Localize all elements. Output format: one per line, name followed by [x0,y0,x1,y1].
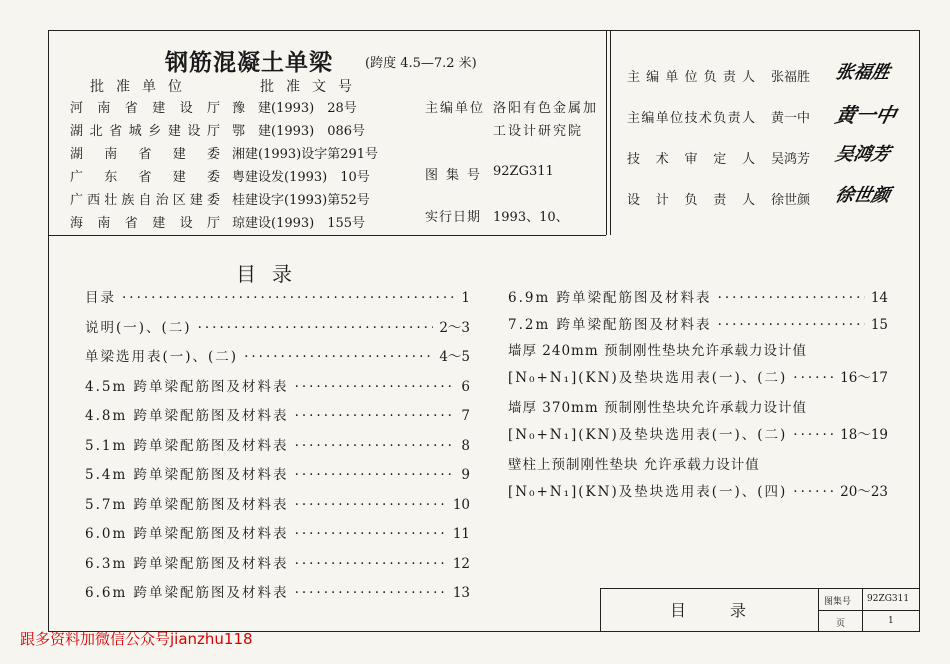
toc-title: 5.4m 跨单梁配筋图及材料表 [85,467,289,483]
toc-row [85,581,470,601]
titleblock-mid-rule [818,610,920,611]
titleblock-top-rule [600,588,920,589]
toc-page: 12 [452,555,470,572]
toc-leader [295,556,447,572]
toc-title: 5.1m 跨单梁配筋图及材料表 [85,437,289,454]
toc-page: 20～23 [840,484,888,500]
person-role: 主编单位负责人 [627,70,755,85]
person-name: 徐世颜 [771,193,811,208]
toc-leader [295,585,447,601]
toc-title-line2: [N₀+N₁](KN)及垫块选用表(一)、(四) [508,484,788,500]
atlas-no-value: 92ZG311 [493,164,554,179]
titleblock-left-rule [600,588,601,632]
toc-heading: 目录 [236,262,308,286]
approval-unit: 河南省建设厅 [70,101,220,116]
toc-page: 4～5 [439,349,470,365]
toc-page: 6 [461,378,470,395]
approval-unit: 湖北省城乡建设厅 [70,124,220,139]
person-signature: 吴鸿芳 [833,144,892,165]
toc-title-line1: 墙厚 370mm 预制刚性垫块允许承载力设计值 [508,400,807,416]
header-divider [606,30,607,235]
person-signature: 黄一中 [833,103,899,127]
titleblock-name: 目录 [670,601,791,620]
editor-unit-line2: 工设计研究院 [493,124,584,139]
toc-row [85,316,470,336]
approval-unit: 湖南省建委 [70,147,220,162]
toc-leader [295,526,447,542]
page-subtitle: (跨度 4.5—7.2 米) [365,56,477,71]
toc-leader [793,370,834,386]
page-title: 钢筋混凝土单梁 [165,49,333,76]
toc-title: 7.2m 跨单梁配筋图及材料表 [508,317,712,333]
toc-page: 11 [452,526,470,542]
toc-row [85,434,470,454]
toc-page: 2～3 [439,319,470,336]
toc-leader [295,438,456,454]
toc-leader [295,379,456,395]
approval-doc: 粤建设发(1993) 10号 [232,170,370,185]
toc-page: 1 [461,290,470,306]
titleblock-atlas-label: 图集号 [824,597,852,607]
toc-page: 10 [452,496,470,513]
approval-unit: 海南省建设厅 [70,216,220,231]
toc-page: 18～19 [840,427,888,443]
person-role: 技术审定人 [627,152,755,167]
person-signature: 徐世颜 [833,185,892,206]
header-divider-double [610,30,611,235]
toc-leader [244,349,433,365]
toc-row [508,423,888,443]
approval-unit-heading: 批准单位 [90,79,194,95]
approval-doc: 桂建设字(1993)第52号 [232,193,370,208]
toc-title-line1: 壁柱上预制刚性垫块 允许承载力设计值 [508,457,760,473]
approval-doc: 鄂 建(1993) 086号 [232,124,366,139]
toc-title: 6.3m 跨单梁配筋图及材料表 [85,555,289,572]
toc-row [508,313,888,333]
toc-row [85,345,470,365]
toc-page: 16～17 [840,370,888,386]
approval-doc-heading: 批准文号 [260,79,364,95]
editor-unit-line1: 洛阳有色金属加 [493,101,599,116]
toc-page: 14 [870,290,888,306]
impl-date-value: 1993、10、 [493,210,569,225]
person-role: 主编单位技术负责人 [627,111,755,126]
toc-leader [198,320,434,336]
toc-row [508,480,888,500]
header-bottom-rule [48,235,606,236]
approval-unit: 广东省建委 [70,170,220,185]
toc-row [85,404,470,424]
approval-doc: 豫 建(1993) 28号 [232,101,357,116]
toc-title: 4.5m 跨单梁配筋图及材料表 [85,378,289,395]
toc-leader [295,408,456,424]
toc-title: 6.0m 跨单梁配筋图及材料表 [85,526,289,542]
impl-date-label: 实行日期 [425,210,482,225]
person-role: 设计负责人 [627,193,755,208]
toc-page: 15 [870,317,888,333]
toc-title: 6.9m 跨单梁配筋图及材料表 [508,290,712,306]
toc-title: 单梁选用表(一)、(二) [85,349,239,365]
toc-page: 8 [461,437,470,454]
toc-row [85,463,470,483]
toc-row [85,522,470,542]
approval-doc: 琼建设(1993) 155号 [232,216,366,231]
toc-leader [295,497,447,513]
editor-unit-label: 主编单位 [425,101,486,116]
toc-row [508,366,888,386]
toc-page: 13 [452,585,470,601]
toc-title: 说明(一)、(二) [85,319,192,336]
approval-unit: 广西壮族自治区建委 [70,193,220,208]
toc-title: 4.8m 跨单梁配筋图及材料表 [85,408,289,424]
person-name: 吴鸿芳 [771,152,811,167]
titleblock-page-label: 页 [836,619,846,629]
toc-row [85,552,470,572]
toc-title-line1: 墙厚 240mm 预制刚性垫块允许承载力设计值 [508,343,807,359]
titleblock-atlas-value: 92ZG311 [867,594,910,604]
toc-title: 5.7m 跨单梁配筋图及材料表 [85,496,289,513]
person-signature: 张福胜 [833,62,892,83]
person-name: 张福胜 [771,70,811,85]
toc-title: 6.6m 跨单梁配筋图及材料表 [85,585,289,601]
toc-leader [718,290,865,306]
toc-page: 9 [461,467,470,483]
toc-row [85,375,470,395]
toc-page: 7 [461,408,470,424]
toc-title-line2: [N₀+N₁](KN)及垫块选用表(一)、(二) [508,427,788,443]
toc-leader [122,290,455,306]
toc-leader [793,427,834,443]
toc-title-line2: [N₀+N₁](KN)及垫块选用表(一)、(二) [508,370,788,386]
person-name: 黄一中 [771,111,811,126]
toc-leader [295,467,456,483]
titleblock-page-value: 1 [888,616,894,626]
watermark-text: 跟多资料加微信公众号jianzhu118 [20,630,253,648]
toc-row [85,493,470,513]
toc-title: 目录 [85,290,116,306]
approval-doc: 湘建(1993)设字第291号 [232,147,379,162]
atlas-no-label: 图集号 [425,168,489,183]
toc-row [85,286,470,306]
toc-leader [718,317,865,333]
toc-leader [793,484,834,500]
toc-row [508,286,888,306]
